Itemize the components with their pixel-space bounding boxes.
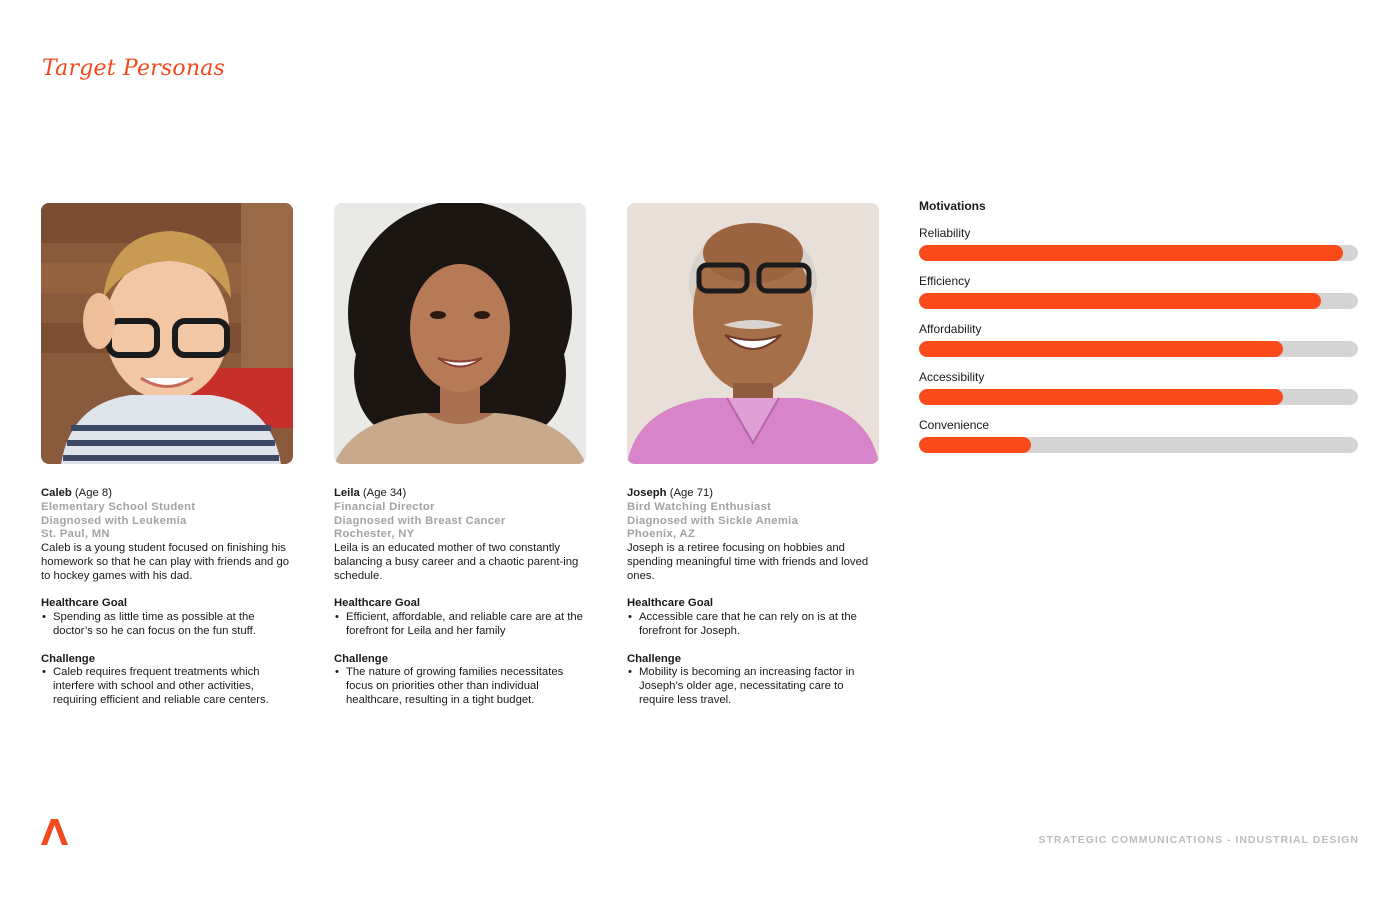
challenge-text: • Caleb requires frequent treatments which interfere with school and other activities, requiring efficient and reliable care centers. (41, 666, 294, 707)
motivation-affordability (919, 322, 1359, 357)
persona-age: (Age 71) (669, 487, 714, 499)
healthcare-goal-heading: Healthcare Goal (334, 597, 421, 610)
motivation-bar (919, 341, 1283, 357)
persona-card-joseph (627, 203, 880, 708)
challenge-text: • Mobility is becoming an increasing factor in Joseph’s older age, necessitating care to require less travel. (627, 666, 880, 707)
persona-name: Leila (334, 487, 360, 499)
persona-location: Rochester, NY (334, 528, 415, 541)
brand-logo-icon (41, 819, 68, 845)
motivation-reliability (919, 226, 1359, 261)
motivation-track (919, 245, 1358, 261)
healthcare-goal-text: • Accessible care that he can rely on is at the forefront for Joseph. (627, 611, 880, 639)
motivation-track (919, 437, 1358, 453)
persona-location: Phoenix, AZ (627, 528, 696, 541)
motivation-label: Affordability (919, 322, 982, 336)
persona-occupation: Financial Director (334, 500, 435, 513)
motivation-bar (919, 389, 1283, 405)
persona-name: Joseph (627, 487, 667, 499)
persona-photo-joseph (627, 203, 879, 464)
motivation-track (919, 341, 1358, 357)
persona-description: Leila is an educated mother of two constantly balancing a busy career and a chaotic parent-ing schedule. (334, 542, 579, 582)
challenge-heading: Challenge (334, 652, 388, 665)
footer-label: STRATEGIC COMMUNICATIONS - INDUSTRIAL DESIGN (1038, 834, 1359, 846)
persona-card-caleb (41, 203, 294, 708)
persona-location: St. Paul, MN (41, 528, 110, 541)
persona-description: Joseph is a retiree focusing on hobbies and spending meaningful time with friends and loved ones. (627, 542, 869, 582)
persona-occupation: Bird Watching Enthusiast (627, 500, 772, 513)
motivations-panel (919, 199, 1359, 453)
page-title: Target Personas (42, 56, 225, 81)
persona-diagnosis: Diagnosed with Sickle Anemia (627, 514, 799, 527)
persona-description: Caleb is a young student focused on finishing his homework so that he can play with friends and go to hockey games with his dad. (41, 542, 290, 582)
motivation-label: Accessibility (919, 370, 985, 384)
motivations-title: Motivations (919, 199, 986, 213)
persona-occupation: Elementary School Student (41, 500, 196, 513)
motivation-bar (919, 437, 1031, 453)
motivation-convenience (919, 418, 1359, 453)
motivation-label: Reliability (919, 226, 971, 240)
healthcare-goal-heading: Healthcare Goal (627, 597, 714, 610)
motivation-accessibility (919, 370, 1359, 405)
persona-age: (Age 34) (362, 487, 407, 499)
persona-card-leila (334, 203, 587, 708)
persona-diagnosis: Diagnosed with Breast Cancer (334, 514, 506, 527)
motivation-track (919, 293, 1358, 309)
motivation-bar (919, 293, 1321, 309)
motivation-bar (919, 245, 1343, 261)
challenge-text: • The nature of growing families necessitates focus on priorities other than individual healthcare, resulting in a tight budget. (334, 666, 587, 707)
motivation-label: Convenience (919, 418, 990, 432)
persona-diagnosis: Diagnosed with Leukemia (41, 514, 187, 527)
challenge-heading: Challenge (627, 652, 681, 665)
persona-name: Caleb (41, 487, 72, 499)
healthcare-goal-text: • Efficient, affordable, and reliable care are at the forefront for Leila and her family (334, 611, 587, 639)
motivation-efficiency (919, 274, 1359, 309)
persona-age: (Age 8) (74, 487, 112, 499)
motivation-track (919, 389, 1358, 405)
persona-photo-leila (334, 203, 586, 464)
healthcare-goal-heading: Healthcare Goal (41, 597, 128, 610)
challenge-heading: Challenge (41, 652, 95, 665)
persona-photo-caleb (41, 203, 293, 464)
motivation-label: Efficiency (919, 274, 971, 288)
healthcare-goal-text: • Spending as little time as possible at the doctor’s so he can focus on the fun stuff. (41, 611, 294, 639)
